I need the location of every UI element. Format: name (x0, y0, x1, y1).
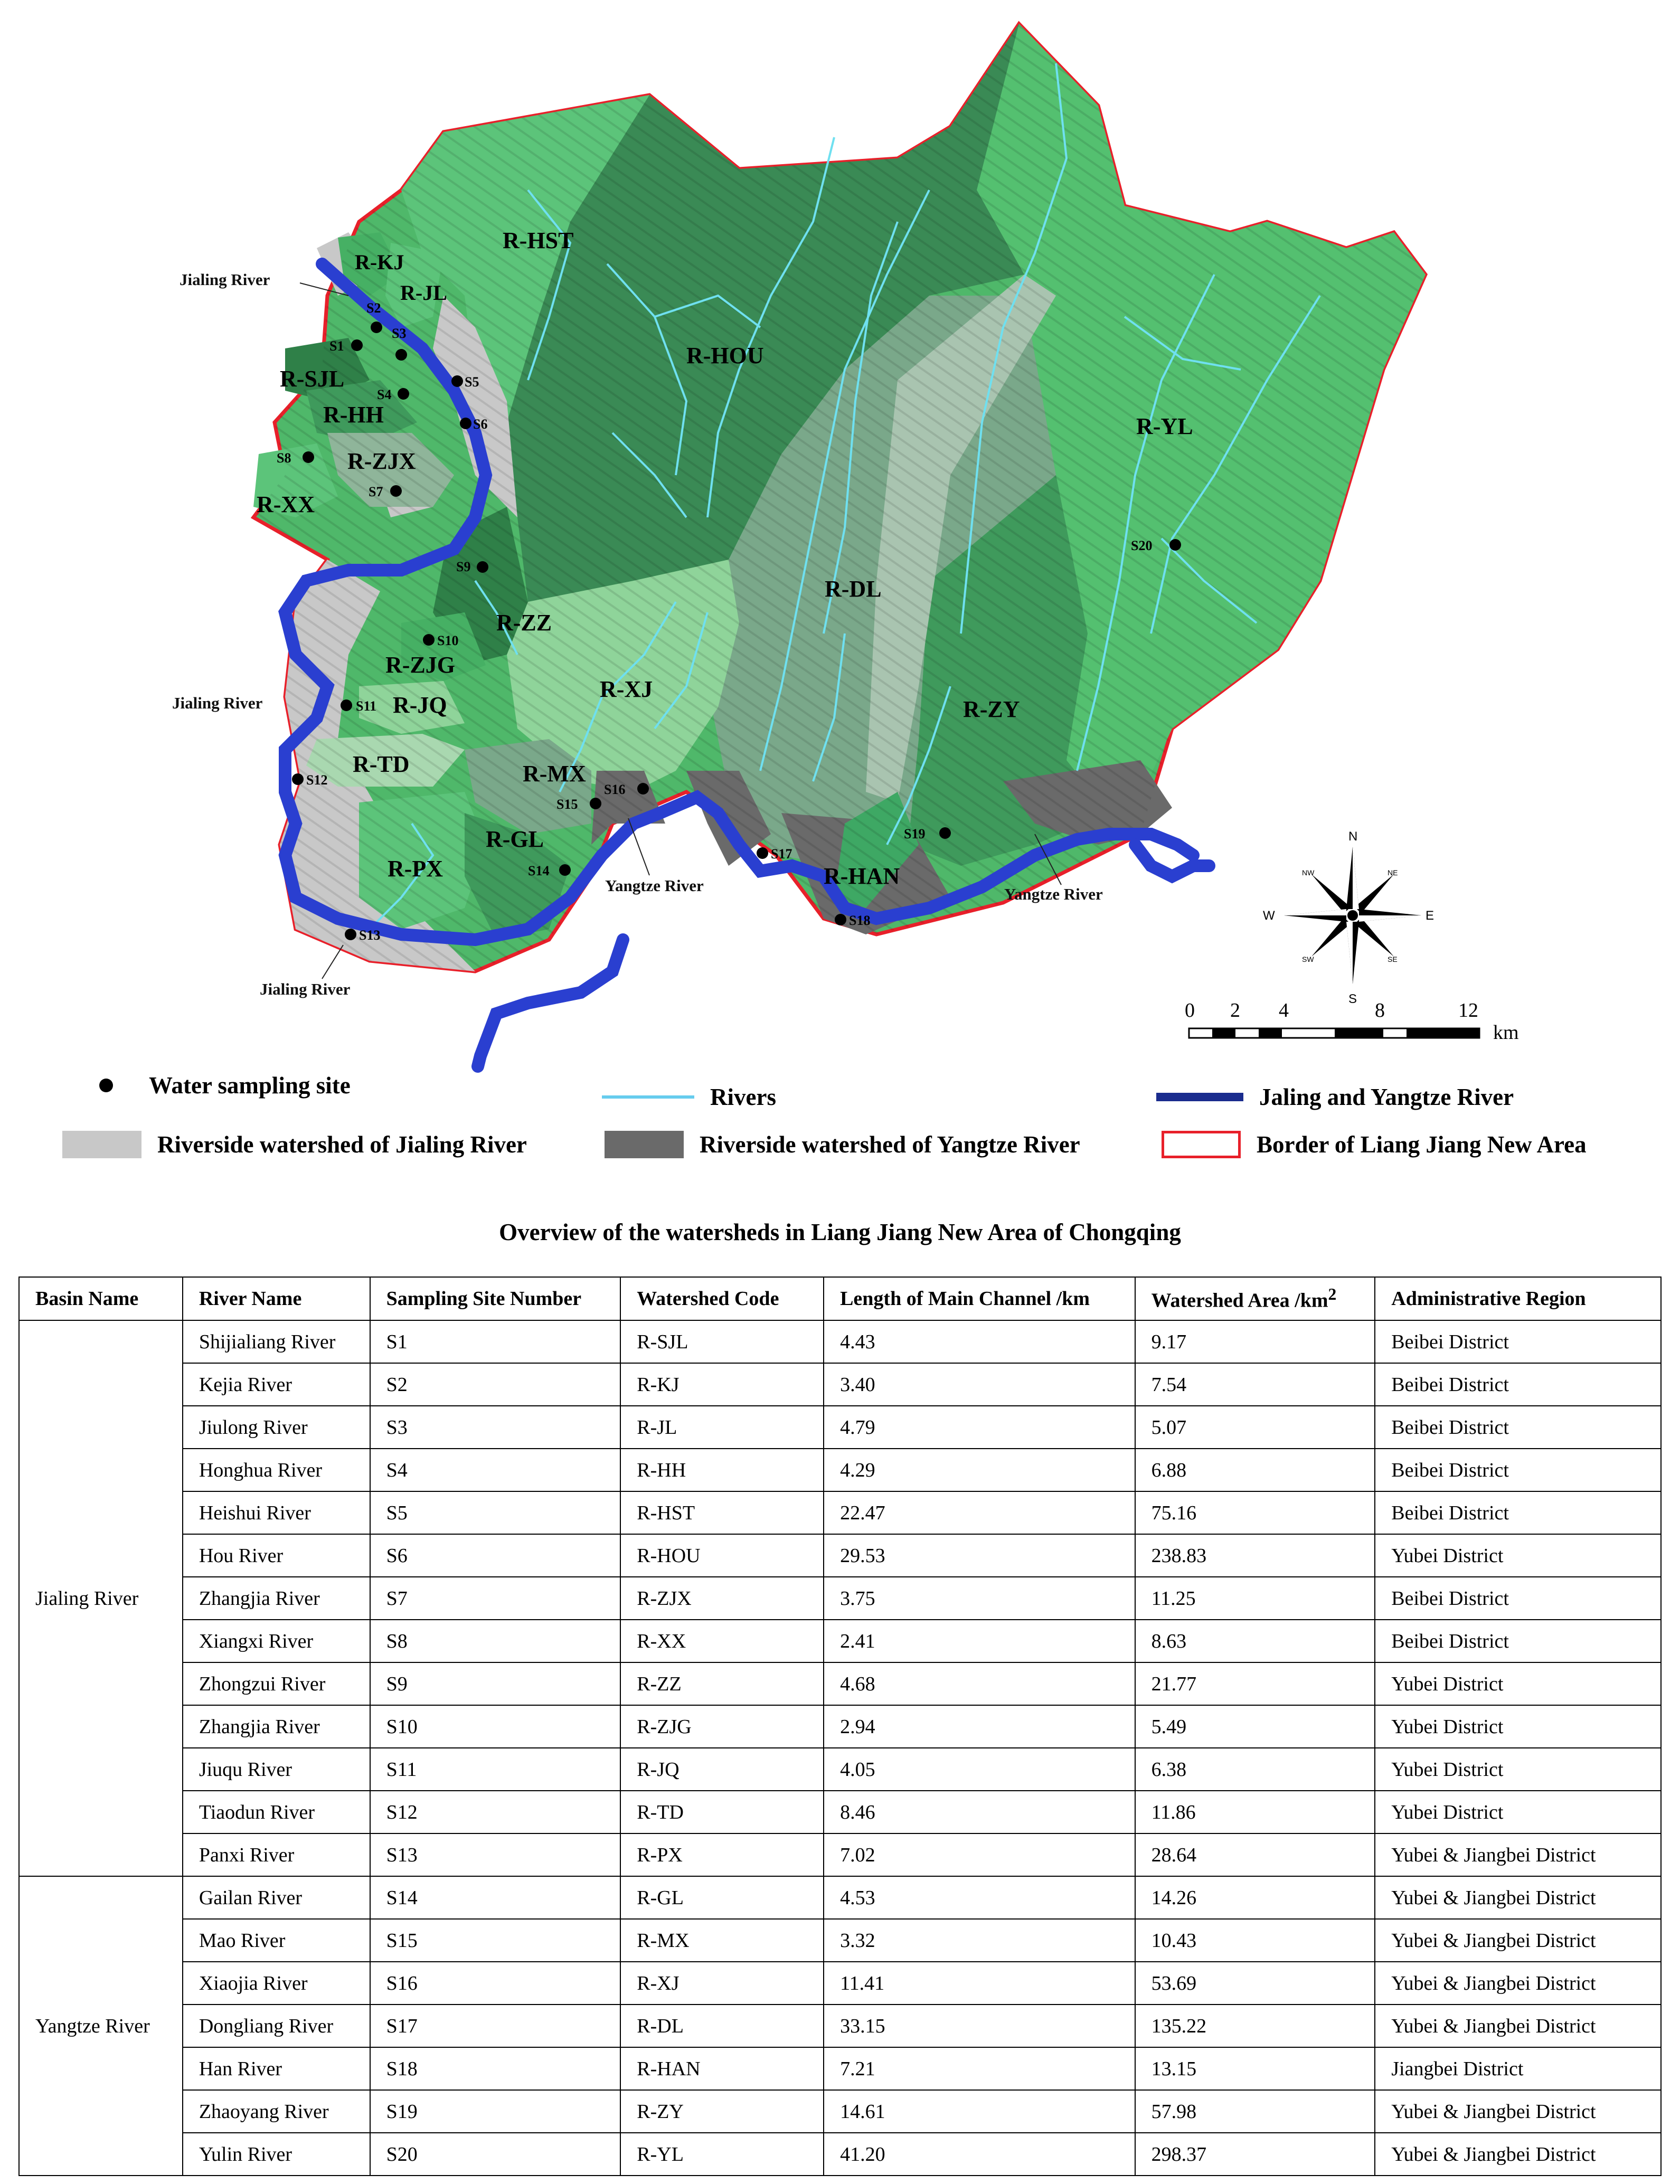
legend-label: Riverside watershed of Jialing River (157, 1131, 527, 1158)
river-cell: Zhaoyang River (183, 2090, 370, 2133)
region-cell: Yubei District (1375, 1791, 1661, 1833)
table-row (19, 2047, 1661, 2090)
river-cell: Dongliang River (183, 2005, 370, 2047)
label-yangtze-2: Yangtze River (1004, 885, 1103, 903)
label-r-hou: R-HOU (686, 343, 764, 368)
area-cell: 14.26 (1135, 1876, 1375, 1919)
label-r-kj: R-KJ (355, 250, 404, 274)
compass-icon (1263, 829, 1434, 1006)
river-cell: Mao River (183, 1919, 370, 1962)
code-cell: R-ZJG (620, 1705, 824, 1748)
svg-text:km: km (1493, 1022, 1519, 1044)
area-cell: 5.49 (1135, 1705, 1375, 1748)
header-region: Administrative Region (1375, 1277, 1661, 1320)
label-r-zz: R-ZZ (496, 610, 552, 636)
jialing-riverside-swatch-icon (62, 1131, 141, 1158)
legend-border (1162, 1131, 1587, 1158)
site-cell: S2 (370, 1363, 621, 1406)
svg-text:S17: S17 (771, 846, 792, 862)
area-cell: 6.38 (1135, 1748, 1375, 1791)
code-cell: R-ZJX (620, 1577, 824, 1620)
label-r-jl: R-JL (400, 281, 447, 305)
area-cell: 7.54 (1135, 1363, 1375, 1406)
label-jialing-2: Jialing River (172, 694, 263, 712)
legend-label: Rivers (710, 1084, 776, 1110)
table-row (19, 1320, 1661, 1363)
svg-text:S18: S18 (849, 913, 871, 928)
table-row (19, 1919, 1661, 1962)
legend-label: Jaling and Yangtze River (1259, 1084, 1514, 1110)
site-cell: S16 (370, 1962, 621, 2005)
length-cell: 4.79 (824, 1406, 1135, 1449)
river-cell: Jiuqu River (183, 1748, 370, 1791)
svg-text:S19: S19 (904, 826, 926, 842)
region-cell: Beibei District (1375, 1491, 1661, 1534)
table-body (19, 1320, 1661, 2176)
header-code: Watershed Code (620, 1277, 824, 1320)
region-cell: Jiangbei District (1375, 2047, 1661, 2090)
region-cell: Yubei District (1375, 1534, 1661, 1577)
area-cell: 21.77 (1135, 1662, 1375, 1705)
yangtze-downstream-line (1135, 845, 1209, 876)
relief-overlay (253, 24, 1426, 971)
legend-label: Riverside watershed of Yangtze River (700, 1131, 1080, 1158)
svg-text:4: 4 (1279, 999, 1289, 1022)
svg-text:NE: NE (1388, 868, 1398, 877)
length-cell: 11.41 (824, 1962, 1135, 2005)
site-cell: S10 (370, 1705, 621, 1748)
region-cell: Yubei & Jiangbei District (1375, 2090, 1661, 2133)
river-cell: Zhangjia River (183, 1705, 370, 1748)
area-cell: 5.07 (1135, 1406, 1375, 1449)
svg-text:S20: S20 (1131, 538, 1153, 553)
legend-rivers (602, 1083, 776, 1111)
header-area: Watershed Area $/km^2$ (1135, 1277, 1375, 1320)
code-cell: R-ZY (620, 2090, 824, 2133)
river-cell: Shijialiang River (183, 1320, 370, 1363)
site-cell: S18 (370, 2047, 621, 2090)
code-cell: R-ZZ (620, 1662, 824, 1705)
label-r-px: R-PX (388, 856, 443, 882)
code-cell: R-DL (620, 2005, 824, 2047)
site-cell: S1 (370, 1320, 621, 1363)
table-row (19, 1363, 1661, 1406)
label-r-xx: R-XX (257, 491, 315, 517)
code-cell: R-JQ (620, 1748, 824, 1791)
table-row (19, 1962, 1661, 2005)
svg-text:S9: S9 (456, 559, 471, 574)
label-r-dl: R-DL (825, 576, 882, 602)
table-header-row (19, 1277, 1661, 1320)
svg-text:S8: S8 (277, 450, 291, 466)
table-row (19, 2090, 1661, 2133)
site-s18 (835, 913, 870, 928)
yangtze-riverside-swatch-icon (605, 1131, 684, 1158)
area-cell: 238.83 (1135, 1534, 1375, 1577)
table-row (19, 1406, 1661, 1449)
table-row (19, 1662, 1661, 1705)
length-cell: 8.46 (824, 1791, 1135, 1833)
sampling-site-marker-icon (99, 1079, 113, 1092)
label-r-sjl: R-SJL (280, 366, 345, 392)
svg-text:S14: S14 (528, 863, 550, 878)
main-river-line-icon (1156, 1093, 1243, 1101)
code-cell: R-XX (620, 1620, 824, 1662)
code-cell: R-HAN (620, 2047, 824, 2090)
svg-text:S10: S10 (437, 633, 459, 648)
site-cell: S13 (370, 1833, 621, 1876)
code-cell: R-HOU (620, 1534, 824, 1577)
svg-text:S6: S6 (473, 417, 488, 432)
legend-sampling-site (79, 1072, 351, 1099)
river-cell: Panxi River (183, 1833, 370, 1876)
code-cell: R-XJ (620, 1962, 824, 2005)
table-row (19, 1833, 1661, 1876)
label-jialing-1: Jialing River (180, 270, 270, 289)
label-r-hst: R-HST (503, 228, 574, 253)
region-cell: Beibei District (1375, 1320, 1661, 1363)
svg-text:2: 2 (1230, 999, 1240, 1022)
label-r-td: R-TD (353, 751, 410, 777)
site-cell: S19 (370, 2090, 621, 2133)
svg-text:S1: S1 (329, 338, 344, 354)
length-cell: 4.29 (824, 1449, 1135, 1491)
site-cell: S20 (370, 2133, 621, 2176)
region-cell: Beibei District (1375, 1577, 1661, 1620)
river-cell: Honghua River (183, 1449, 370, 1491)
table-row (19, 1705, 1661, 1748)
length-cell: 41.20 (824, 2133, 1135, 2176)
table-title: Overview of the watersheds in Liang Jiang New Area of Chongqing (499, 1219, 1181, 1245)
legend-yangtze-riverside (605, 1131, 1080, 1158)
code-cell: R-HH (620, 1449, 824, 1491)
svg-text:S: S (1348, 992, 1357, 1006)
site-cell: S7 (370, 1577, 621, 1620)
svg-text:SE: SE (1388, 955, 1398, 963)
region-cell: Beibei District (1375, 1363, 1661, 1406)
svg-text:S2: S2 (366, 300, 381, 316)
label-r-jq: R-JQ (393, 692, 447, 718)
length-cell: 7.21 (824, 2047, 1135, 2090)
length-cell: 33.15 (824, 2005, 1135, 2047)
svg-text:8: 8 (1375, 999, 1385, 1022)
length-cell: 7.02 (824, 1833, 1135, 1876)
region-cell: Yubei & Jiangbei District (1375, 1833, 1661, 1876)
code-cell: R-TD (620, 1791, 824, 1833)
svg-text:NW: NW (1302, 868, 1315, 877)
svg-text:S12: S12 (306, 772, 328, 788)
svg-text:S15: S15 (556, 797, 578, 812)
svg-text:12: 12 (1458, 999, 1478, 1022)
river-cell: Gailan River (183, 1876, 370, 1919)
area-cell: 28.64 (1135, 1833, 1375, 1876)
map-canvas (0, 0, 1680, 1082)
length-cell: 3.40 (824, 1363, 1135, 1406)
svg-text:S16: S16 (604, 782, 626, 797)
river-cell: Jiulong River (183, 1406, 370, 1449)
site-cell: S5 (370, 1491, 621, 1534)
area-cell: 11.25 (1135, 1577, 1375, 1620)
legend-jialing-riverside (62, 1131, 527, 1158)
label-yangtze-1: Yangtze River (605, 876, 704, 895)
code-cell: R-YL (620, 2133, 824, 2176)
region-cell: Yubei & Jiangbei District (1375, 2005, 1661, 2047)
site-cell: S11 (370, 1748, 621, 1791)
region-cell: Beibei District (1375, 1620, 1661, 1662)
area-cell: 53.69 (1135, 1962, 1375, 2005)
table-row (19, 1791, 1661, 1833)
length-cell: 4.05 (824, 1748, 1135, 1791)
area-cell: 11.86 (1135, 1791, 1375, 1833)
river-cell: Zhongzui River (183, 1662, 370, 1705)
table-row (19, 2005, 1661, 2047)
area-cell: 8.63 (1135, 1620, 1375, 1662)
svg-text:0: 0 (1185, 999, 1195, 1022)
region-cell: Yubei District (1375, 1748, 1661, 1791)
length-cell: 22.47 (824, 1491, 1135, 1534)
length-cell: 4.53 (824, 1876, 1135, 1919)
table-row (19, 1620, 1661, 1662)
river-cell: Yulin River (183, 2133, 370, 2176)
code-cell: R-KJ (620, 1363, 824, 1406)
site-cell: S15 (370, 1919, 621, 1962)
site-s12 (292, 772, 327, 788)
area-cell: 298.37 (1135, 2133, 1375, 2176)
label-r-mx: R-MX (523, 761, 586, 787)
map-legend (0, 1072, 1680, 1177)
table-row (19, 1449, 1661, 1491)
area-cell: 57.98 (1135, 2090, 1375, 2133)
watershed-map (0, 0, 1680, 1082)
length-cell: 4.68 (824, 1662, 1135, 1705)
area-cell: 6.88 (1135, 1449, 1375, 1491)
length-cell: 4.43 (824, 1320, 1135, 1363)
river-cell: Xiangxi River (183, 1620, 370, 1662)
area-cell: 10.43 (1135, 1919, 1375, 1962)
site-cell: S9 (370, 1662, 621, 1705)
site-cell: S4 (370, 1449, 621, 1491)
header-basin: Basin Name (19, 1277, 183, 1320)
table-row (19, 1491, 1661, 1534)
label-r-zy: R-ZY (963, 696, 1020, 722)
label-r-yl: R-YL (1136, 413, 1193, 439)
river-cell: Zhangjia River (183, 1577, 370, 1620)
river-cell: Han River (183, 2047, 370, 2090)
table-row (19, 2133, 1661, 2176)
legend-label: Border of Liang Jiang New Area (1257, 1131, 1587, 1158)
site-cell: S8 (370, 1620, 621, 1662)
header-site: Sampling Site Number (370, 1277, 621, 1320)
label-r-han: R-HAN (824, 863, 900, 889)
region-cell: Yubei & Jiangbei District (1375, 1876, 1661, 1919)
svg-text:N: N (1348, 829, 1358, 844)
river-cell: Hou River (183, 1534, 370, 1577)
header-river: River Name (183, 1277, 370, 1320)
region-cell: Yubei & Jiangbei District (1375, 2133, 1661, 2176)
length-cell: 2.94 (824, 1705, 1135, 1748)
code-cell: R-MX (620, 1919, 824, 1962)
site-cell: S6 (370, 1534, 621, 1577)
region-cell: Beibei District (1375, 1406, 1661, 1449)
table-row (19, 1876, 1661, 1919)
basin-cell: Yangtze River (19, 1876, 183, 2176)
site-cell: S12 (370, 1791, 621, 1833)
legend-label: Water sampling site (149, 1072, 351, 1099)
river-line-icon (602, 1095, 694, 1099)
watershed-table (18, 1277, 1662, 2176)
area-cell: 135.22 (1135, 2005, 1375, 2047)
length-cell: 3.75 (824, 1577, 1135, 1620)
region-cell: Yubei District (1375, 1662, 1661, 1705)
river-cell: Tiaodun River (183, 1791, 370, 1833)
river-cell: Xiaojia River (183, 1962, 370, 2005)
site-cell: S17 (370, 2005, 621, 2047)
svg-text:S7: S7 (369, 484, 383, 499)
svg-text:S5: S5 (465, 374, 479, 390)
region-cell: Yubei & Jiangbei District (1375, 1962, 1661, 2005)
site-s17 (757, 846, 792, 862)
svg-text:E: E (1426, 909, 1434, 923)
label-r-hh: R-HH (323, 402, 384, 428)
river-cell: Heishui River (183, 1491, 370, 1534)
label-jialing-3: Jialing River (260, 980, 351, 998)
code-cell: R-SJL (620, 1320, 824, 1363)
svg-text:S11: S11 (356, 698, 377, 714)
region-cell: Yubei District (1375, 1705, 1661, 1748)
label-r-xj: R-XJ (600, 676, 653, 702)
area-cell: 13.15 (1135, 2047, 1375, 2090)
site-cell: S3 (370, 1406, 621, 1449)
region-cell: Yubei & Jiangbei District (1375, 1919, 1661, 1962)
table-row (19, 1534, 1661, 1577)
code-cell: R-GL (620, 1876, 824, 1919)
svg-text:W: W (1263, 909, 1275, 923)
table-row (19, 1748, 1661, 1791)
label-r-zjg: R-ZJG (385, 652, 455, 678)
code-cell: R-PX (620, 1833, 824, 1876)
river-cell: Kejia River (183, 1363, 370, 1406)
border-swatch-icon (1162, 1131, 1241, 1158)
area-cell: 9.17 (1135, 1320, 1375, 1363)
label-r-gl: R-GL (486, 826, 544, 852)
svg-text:S3: S3 (392, 326, 407, 341)
site-cell: S14 (370, 1876, 621, 1919)
table-row (19, 1577, 1661, 1620)
area-cell: 75.16 (1135, 1491, 1375, 1534)
label-r-zjx: R-ZJX (347, 448, 416, 474)
svg-text:S4: S4 (377, 387, 392, 402)
code-cell: R-HST (620, 1491, 824, 1534)
code-cell: R-JL (620, 1406, 824, 1449)
length-cell: 2.41 (824, 1620, 1135, 1662)
svg-text:S13: S13 (359, 928, 381, 943)
legend-main-rivers (1156, 1083, 1514, 1111)
svg-text:SW: SW (1302, 955, 1314, 963)
length-cell: 29.53 (824, 1534, 1135, 1577)
basin-cell: Jialing River (19, 1320, 183, 1876)
length-cell: 3.32 (824, 1919, 1135, 1962)
header-length: Length of Main Channel /km (824, 1277, 1135, 1320)
length-cell: 14.61 (824, 2090, 1135, 2133)
region-cell: Beibei District (1375, 1449, 1661, 1491)
